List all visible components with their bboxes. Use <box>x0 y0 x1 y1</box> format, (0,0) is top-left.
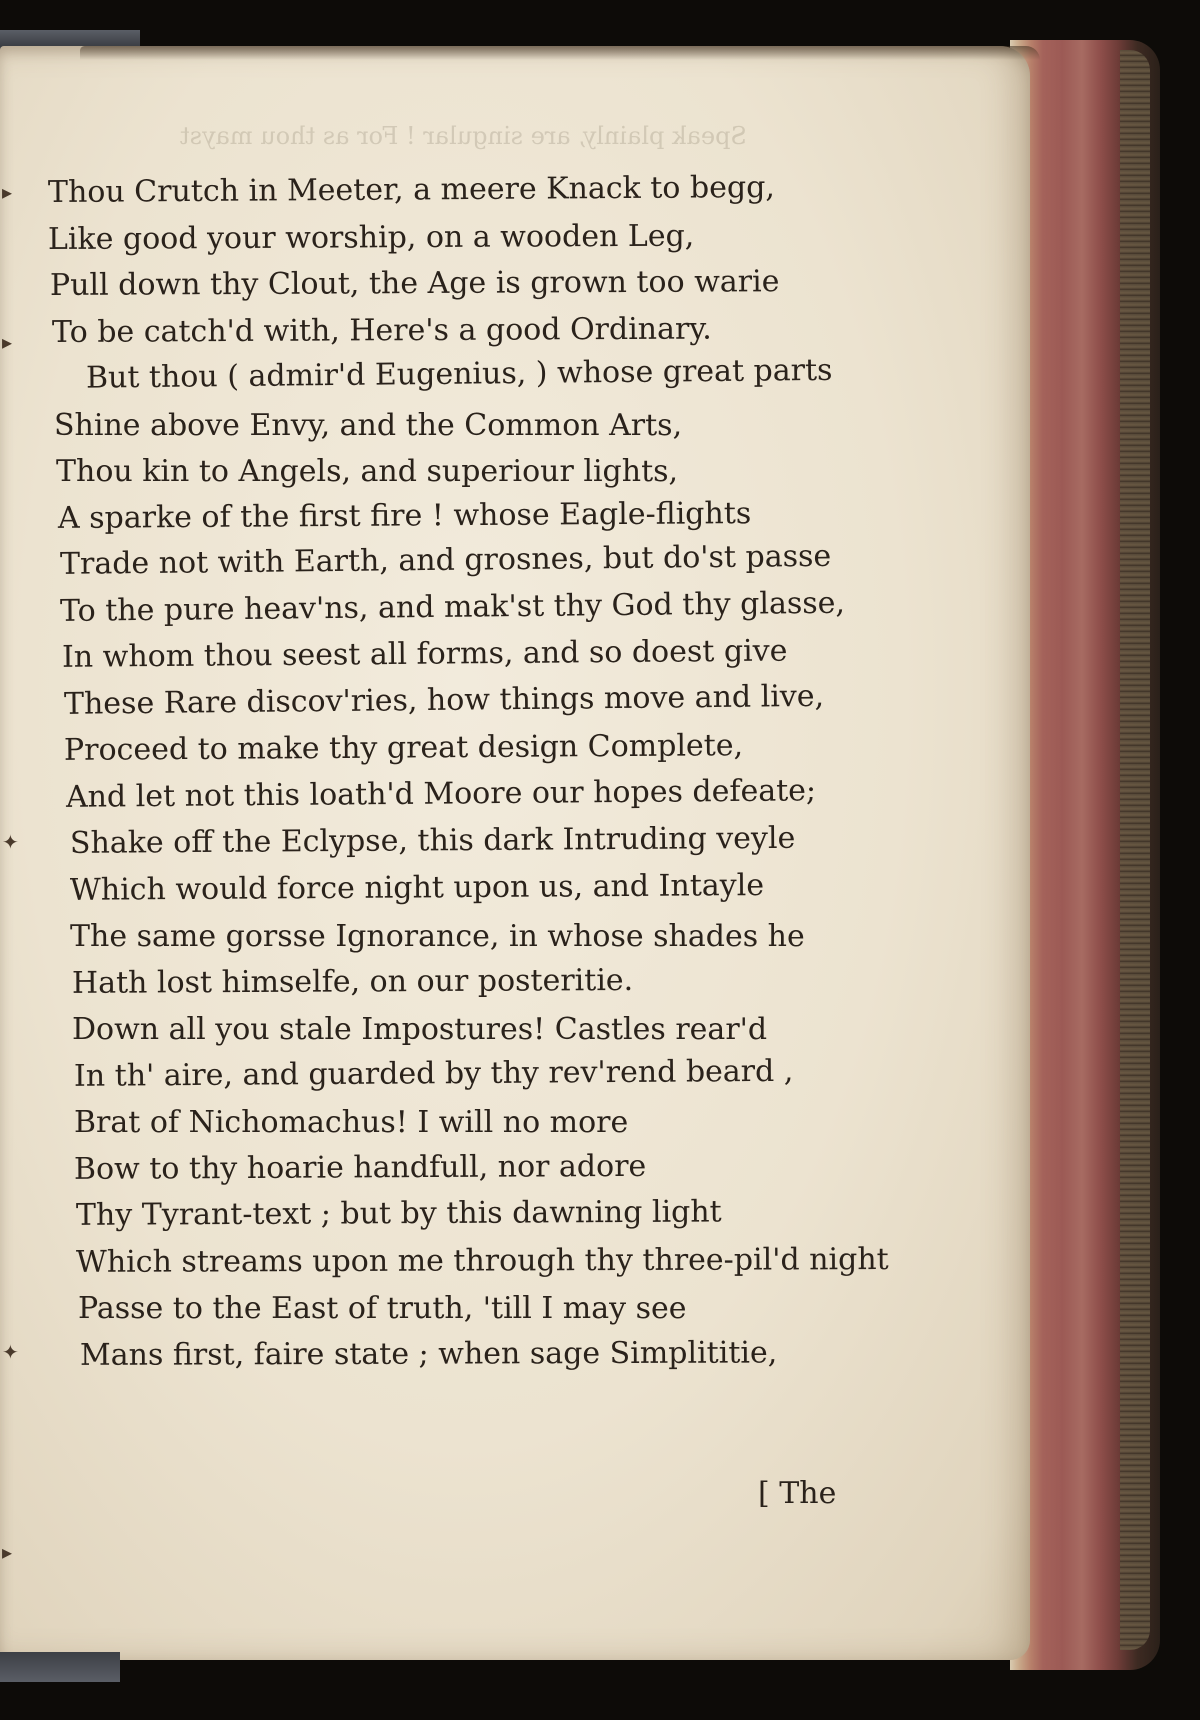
gilded-edge <box>1120 50 1150 1650</box>
text-line: But thou ( admir'd Eugenius, ) whose great parts <box>85 352 833 396</box>
text-line: Which would force night upon us, and Intayle <box>69 867 765 908</box>
text-line: And let not this loath'd Moore our hopes defeate; <box>65 772 817 815</box>
bleed-through-text: Speak plainly, are singular ! For as thou mayst <box>180 122 747 150</box>
text-line: A sparke of the first fire ! whose Eagle-flights <box>57 495 752 536</box>
margin-mark: ▸ <box>2 1540 13 1564</box>
text-line: To be catch'd with, Here's a good Ordinary. <box>51 311 712 350</box>
poem-text <box>47 169 889 1379</box>
text-line: Down all you stale Impostures! Castles rear'd <box>72 1012 768 1047</box>
page-fore-edge <box>1010 40 1160 1670</box>
text-line: The same gorsse Ignorance, in whose shades he <box>70 919 805 954</box>
text-line: Bow to thy hoarie handfull, nor adore <box>73 1148 647 1187</box>
margin-mark: ✦ <box>2 1340 19 1364</box>
text-line: Pull down thy Clout, the Age is grown too warie <box>49 264 780 303</box>
text-line: Proceed to make thy great design Complete, <box>63 728 744 768</box>
text-line: Shine above Envy, and the Common Arts, <box>54 407 683 443</box>
text-line: Shake off the Eclypse, this dark Intruding veyle <box>69 820 796 861</box>
text-line: In whom thou seest all forms, and so doest give <box>61 633 788 675</box>
text-line: Brat of Nichomachus! I will no more <box>74 1105 629 1140</box>
text-line: In th' aire, and guarded by thy rev'rend beard , <box>73 1053 794 1094</box>
catchword: [ The <box>758 1476 837 1511</box>
margin-mark: ▸ <box>2 330 13 354</box>
text-line: Thou Crutch in Meeter, a meere Knack to begg, <box>47 169 775 210</box>
text-line: Thou kin to Angels, and superiour lights, <box>56 454 679 489</box>
text-line: Thy Tyrant-text ; but by this dawning light <box>75 1194 722 1233</box>
text-line: Passe to the East of truth, 'till I may see <box>78 1291 687 1326</box>
text-line: These Rare discov'ries, how things move and live, <box>63 678 825 722</box>
page-top-shadow <box>80 46 1040 60</box>
book-binding-bottom <box>0 1652 120 1682</box>
text-line: Mans first, faire state ; when sage Simplititie, <box>79 1334 778 1373</box>
margin-mark: ▸ <box>2 180 13 204</box>
margin-mark: ✦ <box>2 830 19 854</box>
text-line: Hath lost himselfe, on our posteritie. <box>71 962 634 1001</box>
text-line: Trade not with Earth, and grosnes, but do'st passe <box>59 538 832 582</box>
text-line: To the pure heav'ns, and mak'st thy God thy glasse, <box>59 585 846 629</box>
text-line: Which streams upon me through thy three-pil'd night <box>75 1241 889 1280</box>
text-line: Like good your worship, on a wooden Leg, <box>47 218 695 257</box>
